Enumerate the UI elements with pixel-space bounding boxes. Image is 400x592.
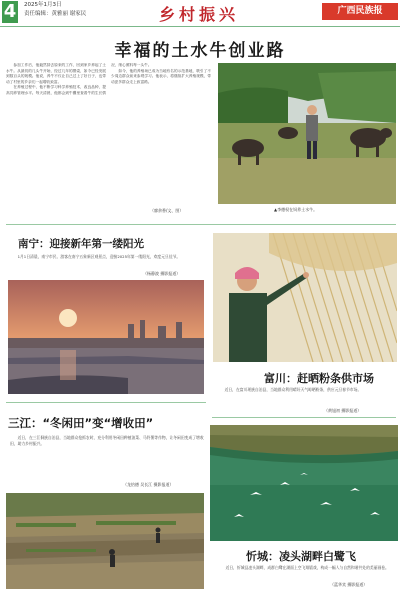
paragraph: 在养殖过程中，他不断学习科学养殖技术，改良品种，提高饲养管理水平。每天清晨，他都会到牛棚里查看牛的生长情况，细心照料每一头牛。 <box>6 63 152 95</box>
egret-lake-photo <box>210 425 398 541</box>
paragraph: 参加工作后，他毅然辞去原来的工作，回到家乡养起了土水牛。从最初的几头牛开始，经过几年的摸索，如今已经发展到数百头的规模。他说，养牛不仅让自己过上了好日子，也带动了村里的乡亲们一起增收致富。 <box>6 63 106 84</box>
page-number: 4 <box>3 1 17 22</box>
section-divider <box>212 417 396 418</box>
section-title: 乡村振兴 <box>158 5 239 24</box>
xincheng-credit: （蓝华宾 摄影报道） <box>330 582 368 587</box>
xincheng-headline: 忻城：凌头湖畔白鹭飞 <box>246 550 356 563</box>
fuchuan-headline: 富川：赶晒粉条供市场 <box>264 372 374 385</box>
issue-date: 2025年1月3日 <box>24 2 62 8</box>
main-headline: 幸福的土水牛创业路 <box>114 41 286 61</box>
fuchuan-credit: （黄旭初 摄影报道） <box>324 408 362 413</box>
section-divider <box>6 402 206 403</box>
rice-noodle-photo <box>213 233 397 362</box>
page-header <box>0 0 400 27</box>
nanning-body: 1月1日清晨，南宁市民、游客在南宁五象新区观景点，迎接2025年第一缕阳光，欢度元旦佳节。 <box>17 254 181 259</box>
nanning-headline: 南宁：迎接新年第一缕阳光 <box>18 238 144 250</box>
paragraph: 如今，他的养殖场已成为当地有名的示范基地，吸引了不少周边群众前来参观学习。他表示，将继续扩大养殖规模，带动更多群众走上致富路。 <box>111 68 211 84</box>
sunrise-photo <box>8 280 204 394</box>
main-byline: （廖余香/文、图） <box>150 208 184 213</box>
main-photo-caption: ▲李德权在饲养土水牛。 <box>274 207 318 212</box>
nanning-credit: （杨静波 摄影报道） <box>143 271 181 276</box>
sanjiang-headline: 三江：“冬闲田”变“增收田” <box>8 416 154 430</box>
fuchuan-body: 近日，在富川瑶族自治县，当地群众利用晴好天气晾晒粉条，供应元旦春节市场。 <box>224 387 362 392</box>
sanjiang-body: 近日，在三江侗族自治县，当地群众抢抓农时，充分利用冬闲田种植油菜、马铃薯等作物，让冬闲田变成了增收田，助力乡村振兴。 <box>10 435 204 446</box>
buffalo-photo <box>218 63 396 204</box>
xincheng-body: 近日，忻城县凌头湖畔，成群白鹭在湖面上空飞翔嬉戏，构成一幅人与自然和谐共处的美丽画卷。 <box>225 565 389 570</box>
main-article-body <box>6 63 211 215</box>
sanjiang-credit: （龙怡德 吴长江 摄影报道） <box>123 482 174 487</box>
newspaper-name: 广西民族报 <box>322 3 398 20</box>
farmland-photo <box>6 493 204 589</box>
section-divider <box>6 224 396 225</box>
editor-line: 责任编辑：黄雅丽 谢家民 <box>24 11 87 17</box>
